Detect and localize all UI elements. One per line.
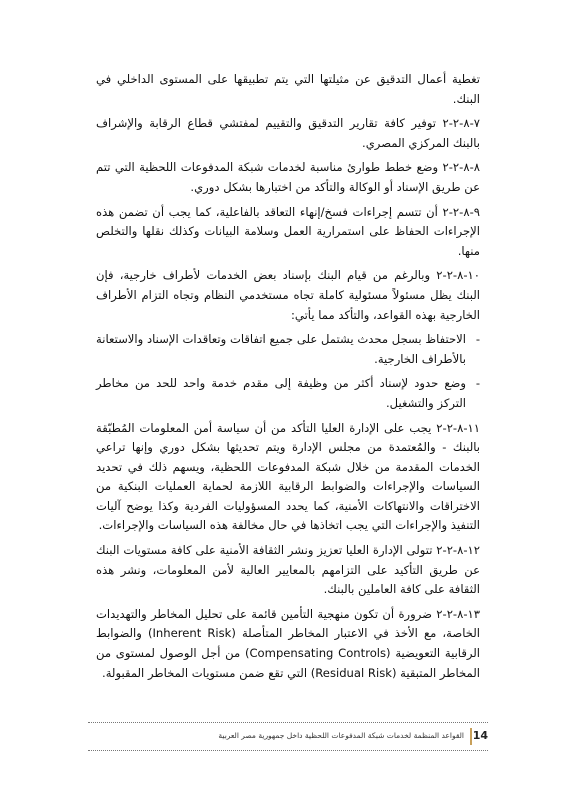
page-footer: [88, 722, 488, 752]
bullet-mark: -: [475, 376, 480, 391]
paragraph-text: ١٣-٨-٢-٢ ضرورة أن تكون منهجية التأمين قائمة على تحليل المخاطر والتهديدات الخاصة، مع الأخذ في الاعتبار المخاطر المتأصلة: [96, 606, 480, 641]
footer-divider-top: [88, 722, 488, 723]
paragraph: ٨-٨-٢-٢ وضع خطط طوارئ مناسبة لخدمات شبكة المدفوعات اللحظية التي تتم عن طريق الإسناد أو الوكالة والتأكد من اختبارها بشكل دوري.: [96, 160, 480, 194]
bullet-text: وضع حدود لإسناد أكثر من وظيفة إلى مقدم خدمة واحد للحد من مخاطر التركز والتشغيل.: [96, 376, 466, 410]
paragraph: ١٠-٨-٢-٢ وبالرغم من قيام البنك بإسناد بعض الخدمات لأطراف خارجية، فإن البنك يظل مسئولاً مسئولية كاملة تجاه مستخدمي النظام وتجاه التزام الأطراف الخارجية بهذه القواعد، والتأكد مما يأتي:: [96, 268, 480, 322]
page-number: 14: [472, 729, 488, 742]
paragraph: ١١-٨-٢-٢ يجب على الإدارة العليا التأكد من أن سياسة أمن المعلومات المُطبّقة بالبنك - والمُعتمدة من مجلس الإدارة ويتم تحديثها بشكل دوري وإنها تراعي الخدمات المقدمة من خلال شبكة المدفوعات اللحظية، ويسهم ذلك في تحديد السياسات والإجراءات والضوابط الرقابية اللازمة لحماية العمليات البنكية من الاختراقات والانتهاكات الأمنية، كما يحدد المسؤوليات الفردية وكذا يوضح آليات التنفيذ والإجراءات التي يجب اتخاذها في حال مخالفة هذه السياسات والإجراءات.: [96, 420, 480, 533]
footer-accent-bar: [470, 728, 472, 745]
footer-title: القواعد المنظمة لخدمات شبكة المدفوعات اللحظية داخل جمهورية مصر العربية: [218, 731, 464, 740]
english-term: (Inherent Risk): [147, 626, 236, 641]
footer-divider-bottom: [88, 750, 488, 751]
paragraph-text: التي تقع ضمن مستويات المخاطر المقبولة.: [102, 665, 308, 680]
paragraph: [96, 605, 480, 683]
paragraph-text: والضوابط الرقابية التعويضية: [96, 626, 481, 661]
paragraph: ٩-٨-٢-٢ أن تتسم إجراءات فسخ/إنهاء التعاقد بالفاعلية، كما يجب أن تضمن هذه الإجراءات الحفاظ على استمرارية العمل وسلامة البيانات وكذلك نقلها والتخلص منها.: [96, 204, 480, 258]
bullet-mark: -: [475, 332, 480, 347]
document-body: [96, 70, 480, 688]
bullet-text: الاحتفاظ بسجل محدث يشتمل على جميع اتفاقات وتعاقدات الإسناد والاستعانة بالأطراف الخارجية.: [96, 332, 466, 366]
bullet-item: [96, 374, 480, 413]
bullet-item: [96, 330, 480, 369]
paragraph-text: من أجل الوصول لمستوى من المخاطر المتبقية: [96, 646, 480, 680]
paragraph: ٧-٨-٢-٢ توفير كافة تقارير التدقيق والتقييم لمفتشي قطاع الرقابة والإشراف بالبنك المركزي المصري.: [96, 116, 480, 150]
paragraph: ١٢-٨-٢-٢ تتولى الإدارة العليا تعزيز ونشر الثقافة الأمنية على كافة مستويات البنك عن طريق التأكيد على التزامهم بالمعايير العالية لأمن المعلومات، ونشر هذه الثقافة على كافة العاملين بالبنك.: [96, 543, 480, 597]
english-term: (Residual Risk): [310, 665, 397, 680]
paragraph: تغطية أعمال التدقيق عن مثيلتها التي يتم تطبيقها على المستوى الداخلي في البنك.: [96, 72, 480, 106]
english-term: (Compensating Controls): [244, 646, 391, 661]
